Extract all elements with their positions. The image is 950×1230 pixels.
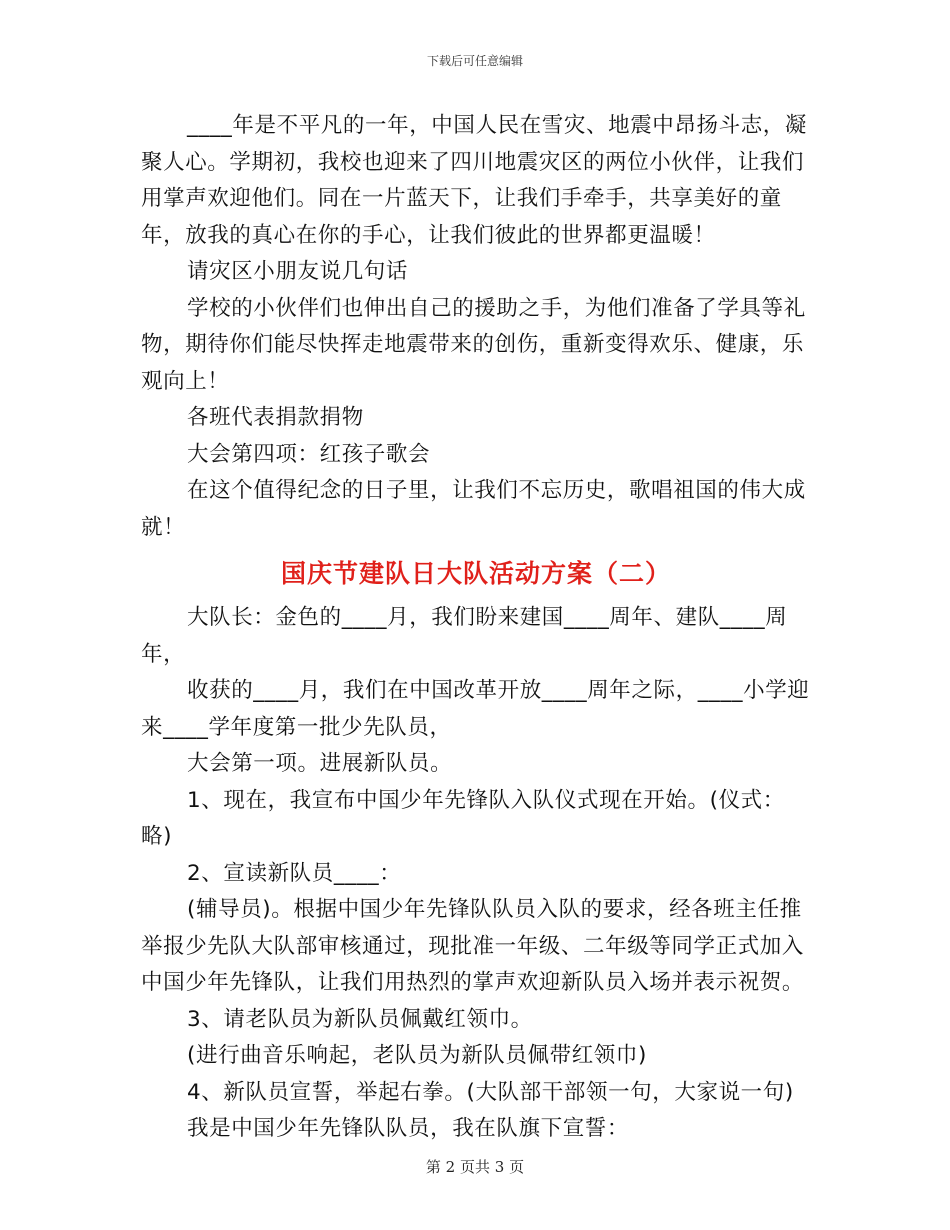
paragraph: 大队长：金色的____月，我们盼来建国____周年、建队____周年， — [141, 605, 788, 667]
paragraph: 1、现在，我宣布中国少年先锋队入队仪式现在开始。(仪式：略) — [141, 787, 785, 849]
paragraph: 各班代表捐款捐物 — [187, 405, 364, 430]
document-body — [141, 108, 811, 1148]
paragraph: (进行曲音乐响起，老队员为新队员佩带红领巾) — [187, 1043, 647, 1068]
paragraph: 在这个值得纪念的日子里，让我们不忘历史，歌唱祖国的伟大成就！ — [141, 478, 806, 540]
paragraph: 2、宣读新队员____： — [187, 860, 402, 886]
paragraph: 学校的小伙伴们也伸出自己的援助之手，为他们准备了学具等礼物，期待你们能尽快挥走地震带来的创伤，重新变得欢乐、健康，乐观向上！ — [141, 295, 806, 394]
paragraph: 大会第一项。进展新队员。 — [187, 751, 453, 776]
paragraph: 我是中国少年先锋队队员，我在队旗下宣誓： — [187, 1116, 630, 1141]
paragraph: 3、请老队员为新队员佩戴红领巾。 — [187, 1006, 533, 1032]
paragraph: ____年是不平凡的一年，中国人民在雪灾、地震中昂扬斗志，凝聚人心。学期初，我校也迎来了四川地震灾区的两位小伙伴，让我们用掌声欢迎他们。同在一片蓝天下，让我们手牵手，共享美好的童年，放我的真心在你的手心，让我们彼此的世界都更温暖！ — [141, 113, 808, 248]
page-header: 下载后可任意编辑 — [426, 54, 523, 68]
paragraph: 收获的____月，我们在中国改革开放____周年之际，____小学迎来____学年度第一批少先队员， — [141, 678, 810, 740]
paragraph: 请灾区小朋友说几句话 — [187, 259, 409, 284]
paragraph: 大会第四项：红孩子歌会 — [187, 441, 431, 467]
page-footer: 第 2 页共 3 页 — [425, 1158, 525, 1176]
section-title: 国庆节建队日大队活动方案（二） — [280, 559, 671, 588]
paragraph: 4、新队员宣誓，举起右拳。(大队部干部领一句，大家说一句) — [187, 1079, 794, 1105]
paragraph: (辅导员)。根据中国少年先锋队队员入队的要求，经各班主任推举报少先队大队部审核通过，现批准一年级、二年级等同学正式加入中国少年先锋队，让我们用热烈的掌声欢迎新队员入场并表示祝贺。 — [141, 897, 805, 995]
